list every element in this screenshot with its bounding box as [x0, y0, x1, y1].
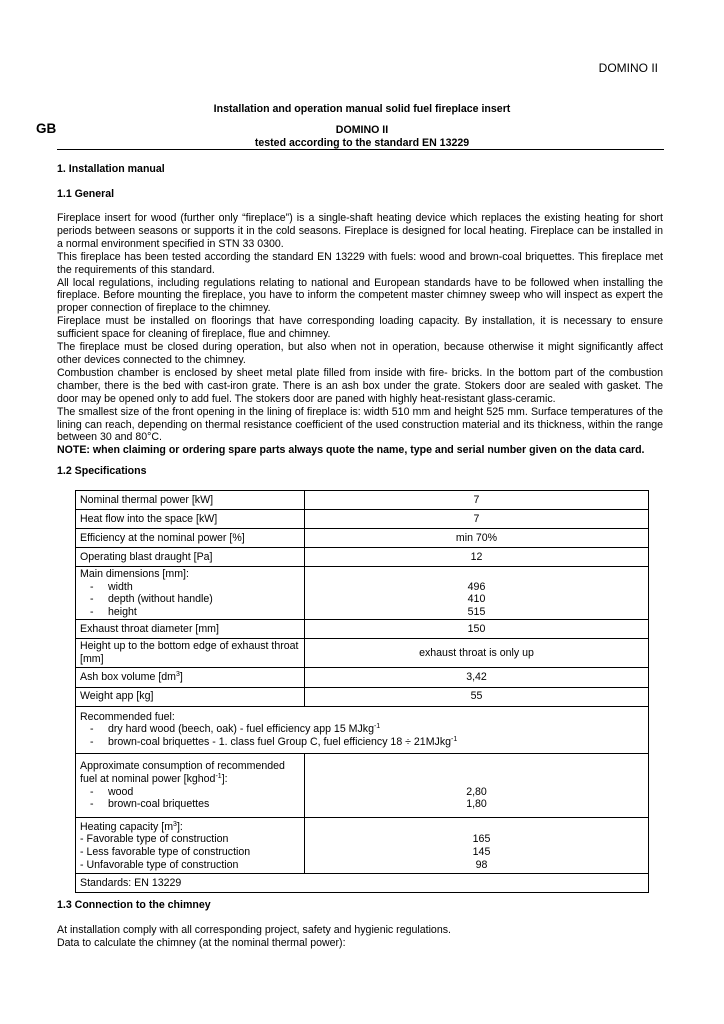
- section-heading-chimney: 1.3 Connection to the chimney: [57, 899, 211, 911]
- running-header: DOMINO II: [598, 61, 658, 75]
- paragraph: Data to calculate the chimney (at the nominal thermal power):: [57, 936, 346, 949]
- table-row: [76, 510, 649, 529]
- spec-fuel: Recommended fuel: - dry hard wood (beech, oak) - fuel efficiency app 15 MJkg$^{-1}$ - brown-coal briquettes - 1. class fuel Group C, fuel efficiency 18 ÷ 21MJkg$^{-1}$: [76, 706, 649, 754]
- spec-label-heating: Heating capacity $[m^3]$: - Favorable type of construction - Less favorable type of construction - Unfavorable type of construction: [76, 817, 305, 873]
- spec-label-dimensions: Main dimensions [mm]: - width - depth (without handle) - height: [76, 567, 305, 620]
- table-row: [76, 548, 649, 567]
- spec-value-dimensions: 496 410 515: [305, 567, 649, 620]
- table-row: [76, 529, 649, 548]
- spec-label: Ash box volume $[dm^3]$: [76, 667, 305, 687]
- paragraph: At installation comply with all corresponding project, safety and hygienic regulations.: [57, 924, 451, 936]
- spec-label: Height up to the bottom edge of exhaust throat [mm]: [76, 639, 305, 667]
- paragraph: Fireplace must be installed on floorings that have corresponding loading capacity. By installation, it is necessary to ensure sufficient space for cleaning of fireplace, flue and chimney.: [57, 315, 663, 341]
- chimney-text: [57, 924, 451, 950]
- spec-value: 55: [305, 687, 649, 706]
- spec-value: 12: [305, 548, 649, 567]
- table-row: [76, 639, 649, 667]
- table-row: [76, 687, 649, 706]
- table-row: [76, 874, 649, 893]
- spec-value-consumption: 2,80 1,80: [305, 754, 649, 817]
- paragraph: All local regulations, including regulations relating to national and European standards have to be followed when installing the fireplace. Before mounting the fireplace, you have to inform the competent master chimney sweep who will inspect as expert the proper connection of fireplace to the chimney.: [57, 276, 663, 315]
- paragraph: This fireplace has been tested according the standard EN 13229 with fuels: wood and brown-coal briquettes. This fireplace met the requirements of this standard.: [57, 250, 663, 276]
- section-heading-general: 1.1 General: [57, 188, 115, 200]
- table-row: [76, 754, 649, 817]
- language-code: GB: [36, 121, 57, 136]
- spec-label: Exhaust throat diameter [mm]: [76, 620, 305, 639]
- paragraph: Fireplace insert for wood (further only “fireplace”) is a single-shaft heating device which replaces the existing heating for short periods between seasons or supports it in the cold seasons. Fireplace is designed for local heating. Fireplace can be installed in a normal environment specified in STN 33 0300.: [57, 212, 663, 250]
- paragraph: The smallest size of the front opening in the lining of fireplace is: width 510 mm and height 525 mm. Surface temperatures of the lining can reach, depending on thermal resistance coefficient of the used construction material and its thickness, within the range between 30 and 80°C.: [57, 405, 663, 444]
- spec-value: 3,42: [305, 667, 649, 687]
- table-row: [76, 706, 649, 754]
- title-divider: [57, 149, 664, 150]
- spec-value: exhaust throat is only up: [305, 639, 649, 667]
- note: NOTE: when claiming or ordering spare parts always quote the name, type and serial number given on the data card.: [57, 444, 645, 457]
- table-row: [76, 667, 649, 687]
- spec-label: Nominal thermal power [kW]: [76, 491, 305, 510]
- general-text: [57, 212, 663, 457]
- spec-label: Heat flow into the space [kW]: [76, 510, 305, 529]
- spec-label: Weight app [kg]: [76, 687, 305, 706]
- section-heading-installation: 1. Installation manual: [57, 163, 165, 175]
- spec-value: 7: [305, 510, 649, 529]
- model-name: DOMINO II: [335, 124, 389, 136]
- specifications-table: [75, 490, 649, 893]
- table-row: [76, 491, 649, 510]
- paragraph: Combustion chamber is enclosed by sheet metal plate filled from inside with fire- bricks. In the bottom part of the combustion chamber, there is the bed with cast-iron grate. There is an ash box under the grate. Stokers door are sealed with gasket. The door may be opened only to add fuel. The stokers door are paned with highly heat-resistant glass-ceramic.: [57, 366, 663, 405]
- paragraph: The fireplace must be closed during operation, but also when not in operation, because otherwise it might significantly affect other devices connected to the chimney.: [57, 341, 663, 366]
- document-title: Installation and operation manual solid fuel fireplace insert: [213, 103, 511, 115]
- table-row: [76, 817, 649, 873]
- spec-value: 7: [305, 491, 649, 510]
- spec-label: Efficiency at the nominal power [%]: [76, 529, 305, 548]
- section-heading-specifications: 1.2 Specifications: [57, 465, 147, 477]
- spec-standards: Standards: EN 13229: [76, 874, 649, 893]
- spec-label-consumption: Approximate consumption of recommended fuel at nominal power [kghod$^{-1}$]: - wood - brown-coal briquettes: [76, 754, 305, 817]
- table-row: [76, 567, 649, 620]
- test-standard: tested according to the standard EN 13229: [254, 137, 470, 149]
- spec-value-heating: 165 145 98: [305, 817, 649, 873]
- spec-value: min 70%: [305, 529, 649, 548]
- spec-label: Operating blast draught [Pa]: [76, 548, 305, 567]
- spec-value: 150: [305, 620, 649, 639]
- table-row: [76, 620, 649, 639]
